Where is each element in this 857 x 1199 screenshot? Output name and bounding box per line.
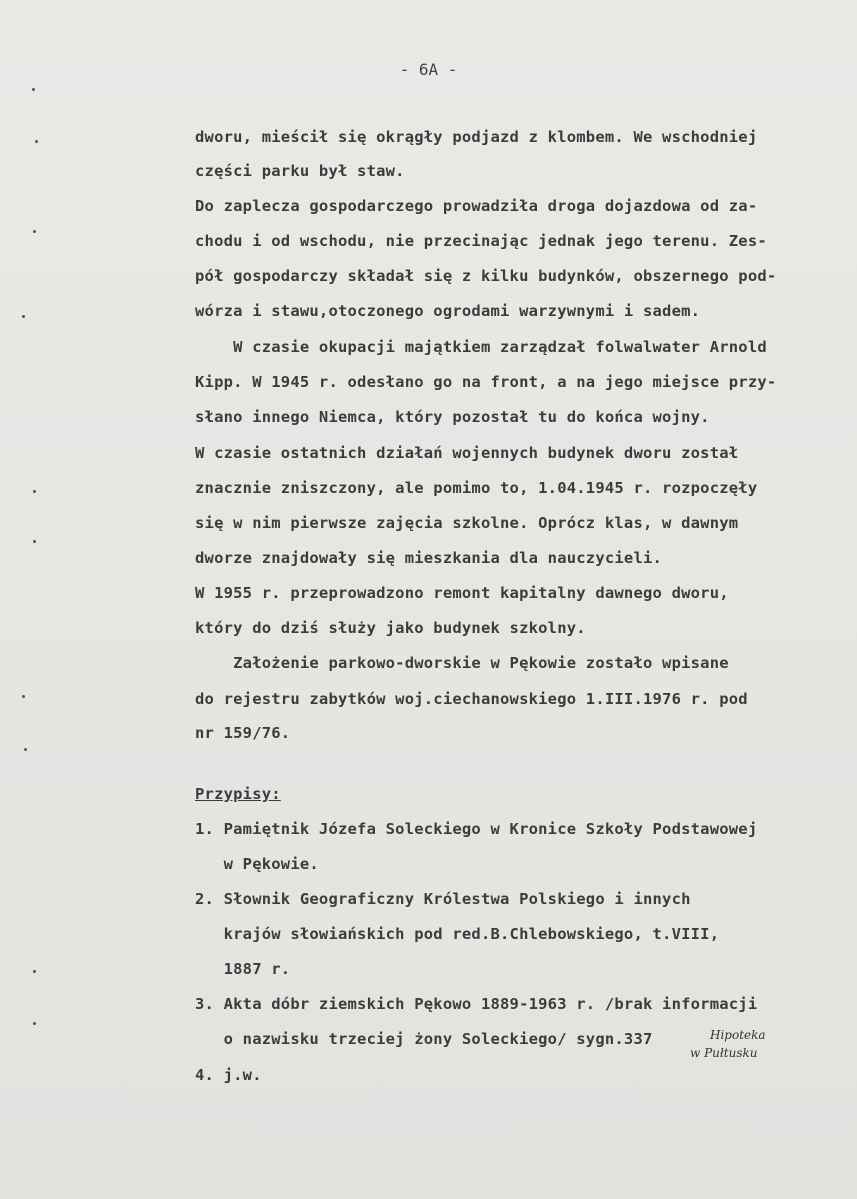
punch-hole-mark (24, 748, 27, 751)
footnote-line: 3. Akta dóbr ziemskich Pękowo 1889-1963 r. /brak informacji (195, 995, 758, 1013)
handwritten-note: w Pułtusku (690, 1046, 758, 1060)
footnote-line: 1887 r. (195, 960, 291, 978)
footnote-line: 2. Słownik Geograficzny Królestwa Polskiego i innych (195, 890, 691, 908)
body-line: się w nim pierwsze zajęcia szkolne. Oprócz klas, w dawnym (195, 514, 739, 532)
handwritten-note: Hipoteka (710, 1028, 766, 1042)
punch-hole-mark (33, 230, 36, 233)
body-line: Kipp. W 1945 r. odesłano go na front, a na jego miejsce przy- (195, 373, 777, 391)
punch-hole-mark (22, 695, 25, 698)
punch-hole-mark (33, 1022, 36, 1025)
body-line: dworu, mieścił się okrągły podjazd z klombem. We wschodniej (195, 128, 758, 146)
body-line: W 1955 r. przeprowadzono remont kapitalny dawnego dworu, (195, 584, 729, 602)
punch-hole-mark (33, 490, 36, 493)
body-line: części parku był staw. (195, 162, 405, 180)
body-line: znacznie zniszczony, ale pomimo to, 1.04.1945 r. rozpoczęły (195, 479, 758, 497)
body-line: wórza i stawu,otoczonego ogrodami warzywnymi i sadem. (195, 302, 701, 320)
body-line: Założenie parkowo-dworskie w Pękowie zostało wpisane (195, 654, 729, 672)
body-line: dworze znajdowały się mieszkania dla nauczycieli. (195, 549, 663, 567)
body-line: słano innego Niemca, który pozostał tu do końca wojny. (195, 408, 710, 426)
body-line: nr 159/76. (195, 724, 291, 742)
footnote-line: 1. Pamiętnik Józefa Soleckiego w Kronice Szkoły Podstawowej (195, 820, 758, 838)
punch-hole-mark (33, 540, 36, 543)
footnote-line: 4. j.w. (195, 1066, 262, 1084)
footnote-line: krajów słowiańskich pod red.B.Chlebowskiego, t.VIII, (195, 925, 720, 943)
footnote-line: w Pękowie. (195, 855, 319, 873)
footnotes-heading: Przypisy: (195, 785, 281, 803)
body-line: W czasie ostatnich działań wojennych budynek dworu został (195, 444, 739, 462)
body-line: chodu i od wschodu, nie przecinając jednak jego terenu. Zes- (195, 232, 767, 250)
body-line: który do dziś służy jako budynek szkolny. (195, 619, 586, 637)
footnote-line: o nazwisku trzeciej żony Soleckiego/ sygn.337 (195, 1030, 653, 1048)
body-line: pół gospodarczy składał się z kilku budynków, obszernego pod- (195, 267, 777, 285)
punch-hole-mark (22, 315, 25, 318)
body-line: Do zaplecza gospodarczego prowadziła droga dojazdowa od za- (195, 197, 758, 215)
body-line: do rejestru zabytków woj.ciechanowskiego 1.III.1976 r. pod (195, 690, 748, 708)
punch-hole-mark (32, 88, 35, 91)
punch-hole-mark (35, 140, 38, 143)
body-line: W czasie okupacji majątkiem zarządzał folwalwater Arnold (195, 338, 767, 356)
punch-hole-mark (33, 970, 36, 973)
page-number: - 6A - (399, 60, 458, 79)
